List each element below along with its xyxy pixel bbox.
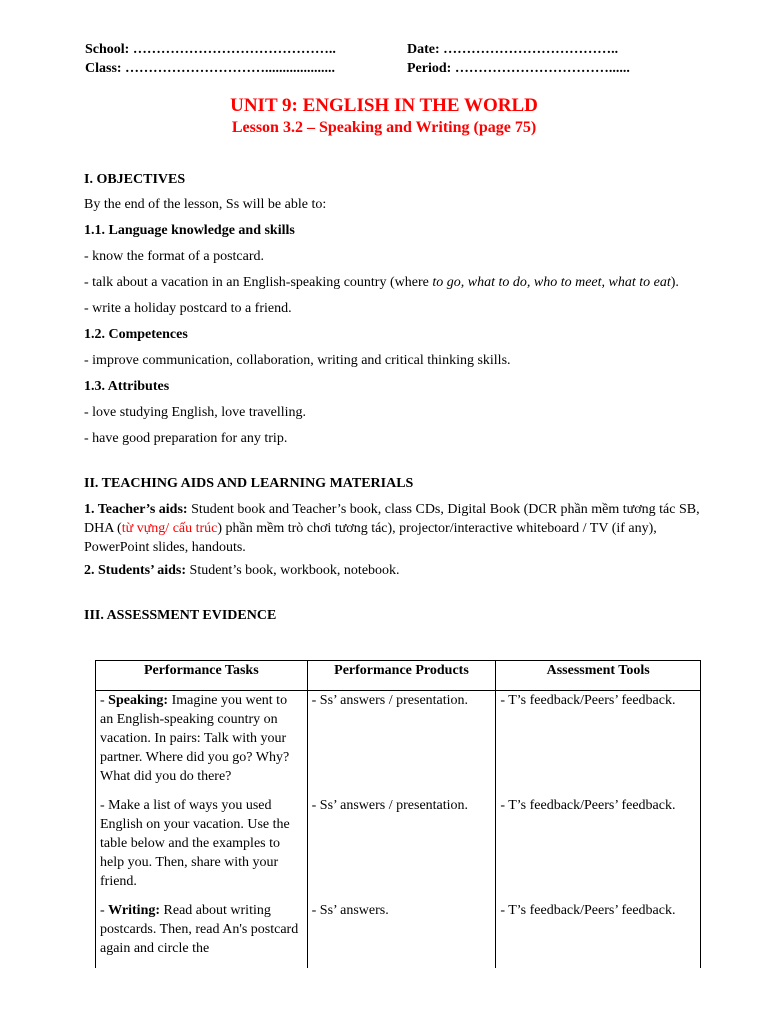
student-aids-text: Student’s book, workbook, notebook. [186,563,400,578]
table-row [96,901,701,968]
table-row [96,691,701,797]
competences-heading: 1.2. Competences [84,327,188,342]
attributes-item-1: - love studying English, love travelling. [84,405,307,420]
column-header-tasks: Performance Tasks [96,661,308,691]
lesson-title: Lesson 3.2 – Speaking and Writing (page 75) [231,119,537,136]
competences-item-1: - improve communication, collaboration, writing and critical thinking skills. [84,353,511,368]
language-item-1: - know the format of a postcard. [84,249,264,264]
student-aids-label: 2. Students’ aids: [84,563,187,578]
task-keyword: Speaking: [108,693,169,708]
product-cell: - Ss’ answers / presentation. [307,796,496,901]
assessment-heading: III. ASSESSMENT EVIDENCE [84,608,277,623]
school-field: School: …………………………………….. [85,42,336,57]
teacher-aids-label: 1. Teacher’s aids: [84,502,188,517]
objectives-heading: I. OBJECTIVES [84,172,186,187]
period-field: Period: ……………………………...... [407,61,630,76]
objectives-intro: By the end of the lesson, Ss will be able to: [84,197,327,212]
lesson-plan-header [85,40,685,78]
attributes-heading: 1.3. Attributes [84,379,170,394]
task-keyword: Writing: [108,903,161,918]
unit-title: UNIT 9: ENGLISH IN THE WORLD [230,95,538,116]
teacher-aids [84,500,704,557]
title-block [0,95,768,139]
date-field: Date: ……………………………….. [407,42,619,57]
teacher-aids-text-1: Student book and Teacher’s book, class CDs, Digital Book (DCR phần mềm tương tác SB, DHA ( [84,502,700,536]
language-item-2-italic: to go, what to do, who to meet, what to eat [432,275,671,290]
teacher-aids-text-2: ) phần mềm trò chơi tương tác), projector/interactive whiteboard / TV (if any), PowerPoint slides, handouts. [84,521,657,555]
task-text: Imagine you went to an English-speaking country on vacation. In pairs: Talk with your partner. Where did you go? Why? What did you do there? [100,693,290,784]
task-cell: - Speaking: Imagine you went to an English-speaking country on vacation. In pairs: Talk with your partner. Where did you go? Why? What did you do there? [96,691,308,797]
table-header-row [96,661,701,691]
task-text: Make a list of ways you used English on your vacation. Use the table below and the examples to help you. Then, share with your friend. [100,798,290,889]
tool-cell: - T’s feedback/Peers’ feedback. [496,691,701,797]
task-text: Read about writing postcards. Then, read An's postcard again and circle the [100,903,299,956]
header-row-1 [85,40,685,59]
class-field: Class: ………………………….................... [85,61,336,76]
column-header-tools: Assessment Tools [496,661,701,691]
attributes-item-2: - have good preparation for any trip. [84,431,288,446]
lesson-content [84,170,704,625]
language-item-2 [84,273,704,292]
column-header-products: Performance Products [307,661,496,691]
table-row [96,796,701,901]
product-cell: - Ss’ answers / presentation. [307,691,496,797]
language-item-2-start: - talk about a vacation in an English-speaking country (where [84,275,433,290]
header-row-2 [85,59,685,78]
teacher-aids-red-text: từ vựng/ cấu trúc [121,521,218,536]
student-aids [84,561,704,580]
tool-cell: - T’s feedback/Peers’ feedback. [496,901,701,968]
task-cell: - Writing: Read about writing postcards. Then, read An's postcard again and circle the [96,901,308,968]
product-cell: - Ss’ answers. [307,901,496,968]
teaching-aids-heading: II. TEACHING AIDS AND LEARNING MATERIALS [84,476,414,491]
task-cell: - Make a list of ways you used English on your vacation. Use the table below and the examples to help you. Then, share with your friend. [96,796,308,901]
tool-cell: - T’s feedback/Peers’ feedback. [496,796,701,901]
language-item-3: - write a holiday postcard to a friend. [84,301,292,316]
assessment-table [95,660,701,968]
language-skills-heading: 1.1. Language knowledge and skills [84,223,295,238]
language-item-2-end: ). [670,275,679,290]
